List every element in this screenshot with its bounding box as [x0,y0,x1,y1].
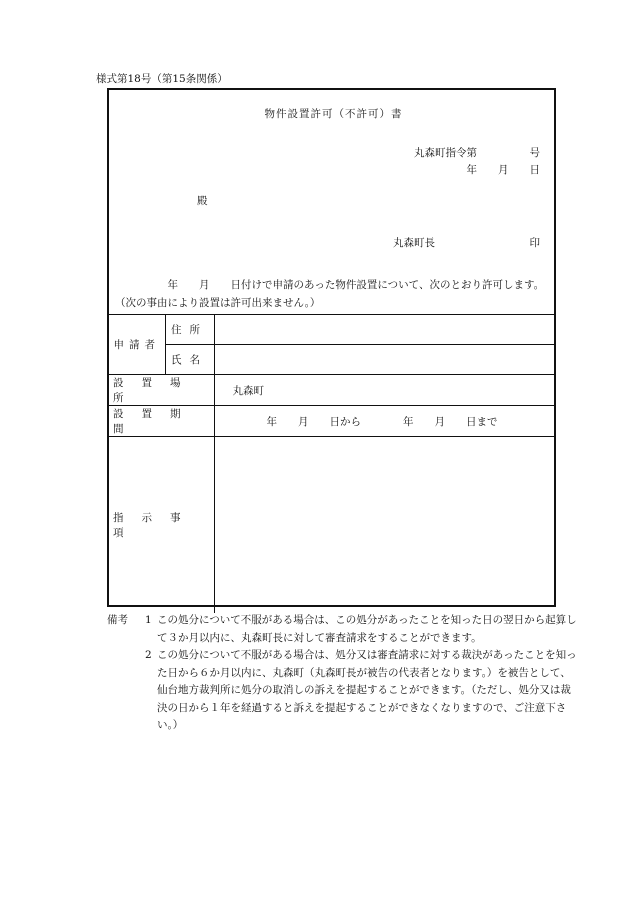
name-label: 氏名 [165,345,214,375]
place-label: 設置場所 [109,375,214,406]
table-row [109,375,554,406]
table-row [109,437,554,614]
permit-body-text: 年 月 日付けで申請のあった物件設置について、次のとおり許可します。（次の事由により設置は許可出来ません。） [115,279,545,309]
period-label: 設置期間 [109,406,214,437]
permit-details-table [109,314,554,613]
document-number: 丸森町指令第 号 [414,147,540,159]
document-title: 物件設置許可（不許可）書 [264,108,403,120]
table-row [109,315,554,345]
remark-number: 2 [145,649,152,661]
address-label: 住所 [165,315,214,345]
period-value: 年 月 日から 年 月 日まで [214,406,554,437]
place-value: 丸森町 [214,375,554,406]
remark-number: 1 [145,614,152,626]
address-value [214,315,554,345]
remarks-heading: 備考 [107,614,128,626]
applicant-label: 申請者 [109,315,165,375]
form-number-label: 様式第18号（第15条関係） [96,73,228,85]
issue-date: 年 月 日 [466,164,540,176]
instruction-label: 指示事項 [109,437,214,614]
remarks-section [107,612,577,735]
remark-item [107,647,577,735]
remark-text: この処分について不服がある場合は、この処分があったことを知った日の翌日から起算して３か月以内に、丸森町長に対して審査請求をすることができます。 [157,614,577,644]
addressee: 殿 [197,195,208,207]
table-row [109,345,554,375]
issuer-signature: 丸森町長 印 [393,237,540,249]
table-row [109,406,554,437]
instruction-value [214,437,554,614]
permit-form [107,88,556,607]
remark-text: この処分について不服がある場合は、処分又は審査請求に対する裁決があったことを知った日から６か月以内に、丸森町（丸森町長が被告の代表者となります。）を被告として、仙台地方裁判所に処分の取消しの訴えを提起することができます。（ただし、処分又は裁決の日から１年を経過すると訴えを提起することができなくなりますので、ご注意下さい。） [157,649,577,731]
remark-item [107,612,577,647]
name-value [214,345,554,375]
